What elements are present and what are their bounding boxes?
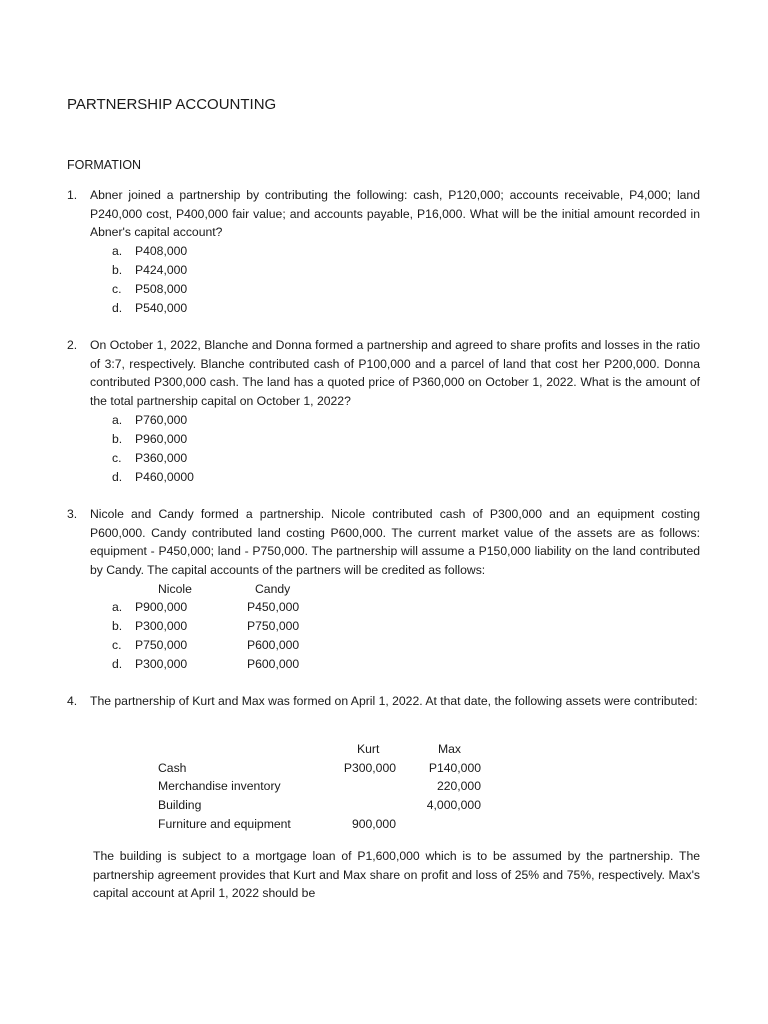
- column-header-nicole: Nicole: [158, 582, 192, 596]
- table-header-kurt: Kurt: [357, 742, 380, 756]
- option-item: [112, 280, 187, 299]
- option-letter: b.: [112, 432, 123, 446]
- table-cell-max: 4,000,000: [426, 798, 481, 812]
- question-number: 2.: [67, 338, 78, 352]
- option-value: P760,000: [135, 413, 188, 427]
- page-title: PARTNERSHIP ACCOUNTING: [67, 96, 277, 113]
- option-nicole-value: P300,000: [135, 657, 188, 671]
- option-value: P508,000: [135, 282, 188, 296]
- option-item: [112, 242, 187, 261]
- column-header-candy: Candy: [255, 582, 291, 596]
- table-cell-kurt: P300,000: [343, 761, 396, 775]
- option-candy-value: P450,000: [247, 600, 300, 614]
- option-letter: a.: [112, 600, 123, 614]
- question-text: On October 1, 2022, Blanche and Donna formed a partnership and agreed to share profits and losses in the ratio of 3:7, respectively. Blanche contributed cash of P100,000 and a parcel of land that cost her P200,000. Donna contributed P300,000 cash. The land has a quoted price of P360,000 on October 1, 2022. What is the amount of the total partnership capital on October 1, 2022?: [90, 338, 700, 409]
- question-number: 3.: [67, 507, 78, 521]
- option-item: [112, 299, 187, 318]
- question-4: [67, 692, 700, 711]
- option-item: [112, 411, 187, 430]
- option-letter: c.: [112, 638, 122, 652]
- option-item: [112, 261, 187, 280]
- question-number: 1.: [67, 188, 78, 202]
- option-value: P540,000: [135, 301, 188, 315]
- option-letter: d.: [112, 657, 123, 671]
- option-letter: a.: [112, 413, 123, 427]
- table-row-label: Furniture and equipment: [158, 817, 291, 831]
- table-cell-max: 220,000: [436, 779, 481, 793]
- question-1: [67, 186, 700, 242]
- question-text: Nicole and Candy formed a partnership. Nicole contributed cash of P300,000 and an equipment costing P600,000. Candy contributed land costing P600,000. The current market value of the assets are as follows: equipment - P450,000; land - P750,000. The partnership will assume a P150,000 liability on the land contributed by Candy. The capital accounts of the partners will be credited as follows:: [90, 507, 700, 578]
- option-letter: d.: [112, 470, 123, 484]
- option-nicole-value: P750,000: [135, 638, 188, 652]
- option-letter: d.: [112, 301, 123, 315]
- table-cell-kurt: 900,000: [351, 817, 396, 831]
- question-number: 4.: [67, 694, 78, 708]
- option-item: [112, 655, 187, 674]
- option-item: [112, 430, 187, 449]
- question-text: Abner joined a partnership by contributing the following: cash, P120,000; accounts receivable, P4,000; land P240,000 cost, P400,000 fair value; and accounts payable, P16,000. What will be the initial amount recorded in Abner's capital account?: [90, 188, 700, 240]
- option-item: [112, 468, 194, 487]
- option-item: [112, 598, 187, 617]
- question-text: The partnership of Kurt and Max was formed on April 1, 2022. At that date, the following assets were contributed:: [90, 694, 698, 708]
- option-item: [112, 449, 187, 468]
- option-letter: b.: [112, 619, 123, 633]
- option-letter: b.: [112, 263, 123, 277]
- table-header-max: Max: [438, 742, 462, 756]
- option-item: [112, 636, 187, 655]
- table-row-label: Cash: [158, 761, 187, 775]
- option-item: [112, 617, 187, 636]
- option-value: P360,000: [135, 451, 188, 465]
- table-row-label: Building: [158, 798, 202, 812]
- table-row-label: Merchandise inventory: [158, 779, 281, 793]
- section-heading: FORMATION: [67, 158, 142, 172]
- option-letter: c.: [112, 282, 122, 296]
- question-2: [67, 336, 700, 411]
- question-3: [67, 505, 700, 580]
- question-followup-text: The building is subject to a mortgage loan of P1,600,000 which is to be assumed by the partnership. The partnership agreement provides that Kurt and Max share on profit and loss of 25% and 75%, respectively. Max's capital account at April 1, 2022 should be: [93, 849, 700, 901]
- option-candy-value: P750,000: [247, 619, 300, 633]
- option-candy-value: P600,000: [247, 657, 300, 671]
- table-cell-max: P140,000: [428, 761, 481, 775]
- option-nicole-value: P900,000: [135, 600, 188, 614]
- option-nicole-value: P300,000: [135, 619, 188, 633]
- option-letter: c.: [112, 451, 122, 465]
- option-letter: a.: [112, 244, 123, 258]
- option-value: P424,000: [135, 263, 188, 277]
- option-value: P408,000: [135, 244, 188, 258]
- option-value: P960,000: [135, 432, 188, 446]
- option-value: P460,0000: [135, 470, 194, 484]
- option-candy-value: P600,000: [247, 638, 300, 652]
